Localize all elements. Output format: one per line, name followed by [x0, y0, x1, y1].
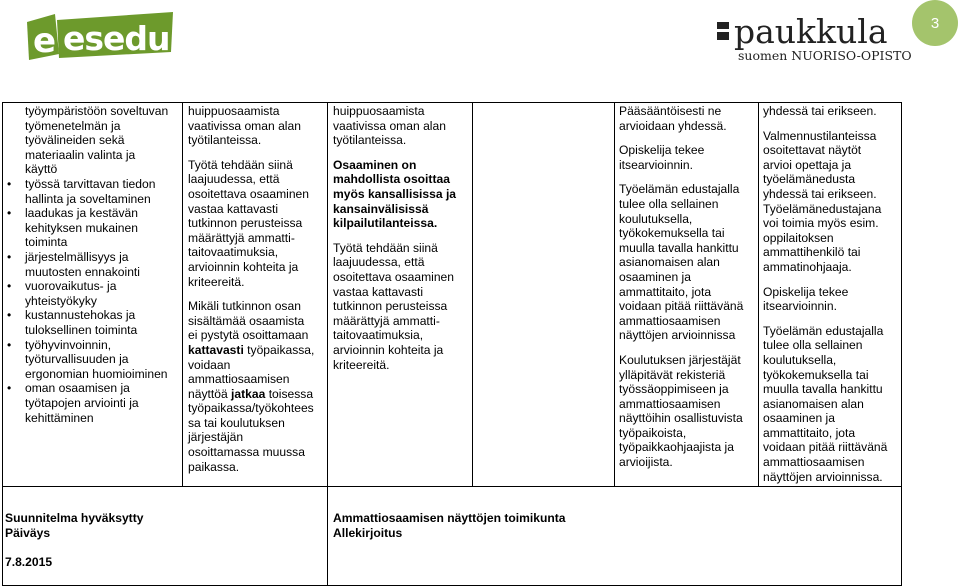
list-item: • järjestelmällisyys ja muutosten ennakointi [5, 250, 181, 279]
table-border-left [2, 102, 3, 586]
col5-paragraph-4: Työelämän edustajalla tulee olla sellainen koulutuksella, työkokemuksella tai muulla tavalla hankittu asianomaisen alan osaaminen ja ammattitaito, jota voidaan pitää riittävänä ammattiosaamisen näyttöjen arvioinnissa. [763, 323, 888, 484]
excellent-level-column [188, 104, 326, 484]
paukkula-sub-1: suomen [738, 48, 788, 63]
criteria-list [5, 177, 181, 425]
list-item: • työhyvinvoinnin, työturvallisuuden ja ergonomian huomioiminen [5, 338, 181, 382]
esedu-logo [25, 12, 175, 62]
col3-paragraph-3: Työtä tehdään siinä laajuudessa, että osoitettava osaaminen vastaa kattavasti tutkinnon perusteissa määrättyjä ammatti- taitovaatimuksia, arvioinnin kohteita ja kriteereitä. [333, 240, 455, 372]
date-label: Päiväys [5, 525, 51, 540]
flag-icon [716, 20, 730, 44]
criteria-column [25, 104, 181, 177]
criteria-intro-line: työmenetelmän ja [25, 118, 121, 133]
national-competition-column [333, 104, 471, 382]
committee-title: Ammattiosaamisen näyttöjen toimikunta [333, 511, 566, 525]
col2-paragraph-3: Mikäli tutkinnon osan sisältämää osaamista ei pystytä osoittamaan kattavasti työpaikassa, voidaan ammattiosaamisen näyttöä jatkaa toisessa työpaikassa/työkohtees sa tai koulutuksen järjestäjän osoittamassa muussa paikassa. [188, 299, 315, 474]
list-item: • vuorovaikutus- ja yhteistyökyky [5, 279, 181, 308]
table-divider-4 [614, 102, 615, 486]
criteria-intro [25, 104, 181, 177]
paukkula-logo [716, 10, 912, 66]
list-item: • oman osaamisen ja työtapojen arviointi ja kehittäminen [5, 381, 181, 425]
page-number-badge [912, 0, 958, 46]
col5-paragraph-1: yhdessä tai erikseen. [763, 104, 877, 118]
esedu-logo-letter: e [33, 21, 57, 61]
table-divider-2 [327, 102, 328, 586]
col4-paragraph-2: Opiskelija tekee itsearvioinnin. [619, 143, 705, 172]
page-number: 3 [930, 14, 940, 32]
paukkula-subtitle [738, 48, 912, 63]
col2-paragraph-1: huippuosaamista vaativissa oman alan työtilanteissa. [188, 104, 301, 148]
signature-label: Allekirjoitus [333, 525, 403, 540]
col2-paragraph-2: Työtä tehdään siinä laajuudessa, että osoitettava osaaminen vastaa kattavasti tutkinnon perusteissa määrättyjä ammatti- taitovaatimuksia, arvioinnin kohteita ja kriteereitä. [188, 157, 310, 289]
approval-cell [5, 511, 305, 540]
committee-cell [333, 511, 733, 540]
table-divider-3 [472, 102, 473, 486]
paukkula-sub-2: NUORISO-OPISTO [791, 48, 912, 63]
assessors-column [619, 104, 757, 480]
approval-date: 7.8.2015 [5, 555, 53, 569]
col4-paragraph-3: Työelämän edustajalla tulee olla sellainen koulutuksella, työkokemuksella tai muulla tavalla hankittu asianomaisen alan osaaminen ja ammattitaito, jota voidaan pitää riittävänä ammattiosaamisen näyttöjen arvioinnissa [619, 182, 744, 343]
list-item: • laadukas ja kestävän kehityksen mukainen toiminta [5, 206, 181, 250]
paukkula-brand: paukkula [734, 12, 888, 51]
esedu-logo-mark [25, 12, 175, 62]
col3-paragraph-bold: Osaaminen on mahdollista osoittaa myös kansallisissa ja kansainvälisissä kilpailutilanteissa. [333, 157, 457, 231]
approval-title: Suunnitelma hyväksytty [5, 511, 144, 525]
assessment-table [2, 102, 902, 586]
criteria-intro-line: käyttö [25, 162, 58, 177]
col5-paragraph-2: Valmennustilanteissa osoitettavat näytöt arvioi opettaja ja työelämänedusta yhdessä tai erikseen. Työelämänedustajana voi toimia myös esim. oppilaitoksen ammattihenkilö tai ammatinohjaaja. [763, 128, 882, 274]
esedu-logo-text: esedu [63, 19, 170, 58]
table-border-top [2, 102, 902, 103]
table-border-right [901, 102, 902, 586]
list-item: • työssä tarvittavan tiedon hallinta ja soveltaminen [5, 177, 181, 206]
col4-paragraph-1: Pääsääntöisesti ne arvioidaan yhdessä. [619, 104, 727, 133]
table-divider-1 [182, 102, 183, 486]
criteria-intro-line: työvälineiden sekä [25, 133, 125, 148]
valmennus-column [763, 104, 900, 494]
col3-paragraph-1: huippuosaamista vaativissa oman alan työtilanteissa. [333, 104, 446, 148]
col4-paragraph-4: Koulutuksen järjestäjät ylläpitävät rekisteriä työssäoppimiseen ja ammattiosaamisen näyttöihin osallistuvista työpaikoista, työpaikkaohjaajista ja arvioijista. [619, 352, 743, 470]
col5-paragraph-3: Opiskelija tekee itsearvioinnin. [763, 284, 849, 314]
criteria-intro-line: työympäristöön soveltuvan [25, 104, 169, 118]
table-divider-5 [758, 102, 759, 486]
criteria-intro-line: materiaalin valinta ja [25, 147, 136, 162]
list-item: • kustannustehokas ja tuloksellinen toiminta [5, 308, 181, 337]
